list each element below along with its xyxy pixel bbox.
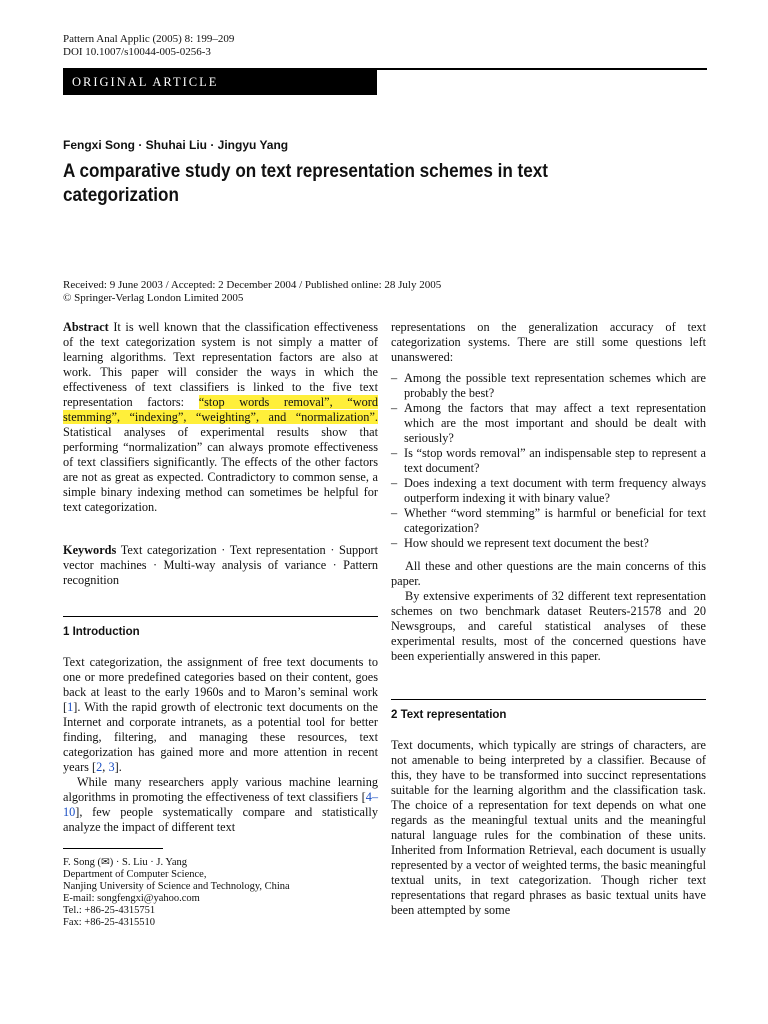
abstract xyxy=(63,320,378,515)
footnote-university: Nanjing University of Science and Technology, China xyxy=(63,881,290,892)
citation-link[interactable]: 3 xyxy=(108,760,115,774)
question-list xyxy=(391,371,706,551)
citation-link[interactable]: 1 xyxy=(67,700,74,714)
citation-link[interactable]: 2 xyxy=(96,760,103,774)
footnote-authors: F. Song (✉) · S. Liu · J. Yang xyxy=(63,857,188,868)
list-dash: – xyxy=(391,446,398,460)
right-column xyxy=(391,320,706,664)
question-text: Among the factors that may affect a text representation which are the most important and should be dealt with seriously? xyxy=(404,401,706,445)
abstract-text-1: It is well known that the classification effectiveness of the text categorization system is not simply a matter of learning algorithms. Text representation factors are also at work. This paper will consider the ways in which the effectiveness of text classifiers is linked to the five text representation factors: xyxy=(63,320,378,409)
paragraph: representations on the generalization accuracy of text categorization systems. There are still some questions left unanswered: xyxy=(391,320,706,364)
section-heading-text-representation: 2 Text representation xyxy=(391,709,507,721)
journal-volume: Pattern Anal Applic (2005) 8: 199–209 xyxy=(63,33,235,45)
intro-text: , xyxy=(102,760,109,774)
list-dash: – xyxy=(391,401,398,415)
intro-text: ]. xyxy=(114,760,122,774)
abstract-label: Abstract xyxy=(63,320,109,334)
list-dash: – xyxy=(391,371,398,385)
footnote-fax: Fax: +86-25-4315510 xyxy=(63,917,155,928)
paper-title: A comparative study on text representation schemes in text categorization xyxy=(63,161,548,206)
keywords-text: Text categorization · Text representation · Support vector machines · Multi-way analysis of variance · Pattern recognition xyxy=(63,543,378,587)
footnote-tel: Tel.: +86-25-4315751 xyxy=(63,905,156,916)
intro-text: ], few people systematically compare and statistically analyze the impact of different text xyxy=(63,805,378,834)
intro-text: Text categorization, the assignment of free text documents to one or more predefined categories based on their content, goes back at least to the early 1960s and to Maron’s seminal work [ xyxy=(63,655,378,714)
list-item xyxy=(391,371,706,401)
footnote-department: Department of Computer Science, xyxy=(63,869,207,880)
section-rule xyxy=(63,616,378,617)
journal-citation xyxy=(63,33,234,59)
list-item xyxy=(391,446,706,476)
section-heading-introduction: 1 Introduction xyxy=(63,626,140,638)
question-text: Does indexing a text document with term frequency always outperform indexing it with binary value? xyxy=(404,476,706,505)
paragraph: All these and other questions are the main concerns of this paper. xyxy=(391,559,706,588)
footnote-email[interactable]: E-mail: songfengxi@yahoo.com xyxy=(63,893,200,904)
footnote-rule xyxy=(63,848,163,849)
abstract-text-2: Statistical analyses of experimental results show that performing “normalization” can always promote effectiveness of text classifiers significantly. The effects of the other factors are not as great as expected. Contradictory to common sense, a simple binary indexing method can sometimes be helpful for text categorization. xyxy=(63,425,378,514)
list-item xyxy=(391,536,706,551)
list-item xyxy=(391,401,706,446)
keywords-label: Keywords xyxy=(63,543,117,557)
section-2-body xyxy=(391,738,706,918)
question-text: Whether “word stemming” is harmful or beneficial for text categorization? xyxy=(404,506,706,535)
paragraph: Text documents, which typically are strings of characters, are not amenable to being interpreted by a classifier. Because of this, they have to be transformed into succinct representations suitable for the learning algorithm and the classification task. The choice of a representation for text depends on what one regards as the meaningful textual units and the meaningful natural language rules for the combination of these units. Inherited from Information Retrieval, each document is usually represented by a vector of weighted terms, the basic meaningful textual units, in text categorization. Though richer text representations that regard phrases as basic textual units have been attempted by some xyxy=(391,738,706,917)
intro-text: ]. With the rapid growth of electronic text documents on the Internet and corporate intranets, as a potential tool for better finding, filtering, and managing these resources, text categorization has gained more and more attention in recent years [ xyxy=(63,700,378,774)
article-type-banner: ORIGINAL ARTICLE xyxy=(63,69,377,95)
dates-line: Received: 9 June 2003 / Accepted: 2 December 2004 / Published online: 28 July 2005 xyxy=(63,279,442,291)
list-dash: – xyxy=(391,536,398,550)
list-item xyxy=(391,506,706,536)
keywords xyxy=(63,543,378,588)
author-footnote xyxy=(63,857,393,929)
question-text: How should we represent text document the best? xyxy=(404,536,649,550)
list-dash: – xyxy=(391,506,398,520)
intro-text: While many researchers apply various machine learning algorithms in promoting the effectiveness of text classifiers [ xyxy=(63,775,378,804)
journal-doi: DOI 10.1007/s10044-005-0256-3 xyxy=(63,46,211,58)
list-item xyxy=(391,476,706,506)
publication-dates xyxy=(63,279,723,305)
copyright-line: © Springer-Verlag London Limited 2005 xyxy=(63,292,244,304)
citation-link[interactable]: 4–10 xyxy=(63,790,378,819)
paragraph: By extensive experiments of 32 different text representation schemes on two benchmark dataset Reuters-21578 and 20 Newsgroups, and careful statistical analyses of these experimental results, most of the concerned questions have been experientially answered in this paper. xyxy=(391,589,706,663)
list-dash: – xyxy=(391,476,398,490)
section-rule xyxy=(391,699,706,700)
question-text: Is “stop words removal” an indispensable step to represent a text document? xyxy=(404,446,706,475)
authors: Fengxi Song · Shuhai Liu · Jingyu Yang xyxy=(63,138,289,152)
introduction-body xyxy=(63,655,378,835)
abstract-highlight[interactable]: “stop words removal”, “word stemming”, “indexing”, “weighting”, and “normalization”. xyxy=(63,395,378,424)
question-text: Among the possible text representation schemes which are probably the best? xyxy=(404,371,706,400)
